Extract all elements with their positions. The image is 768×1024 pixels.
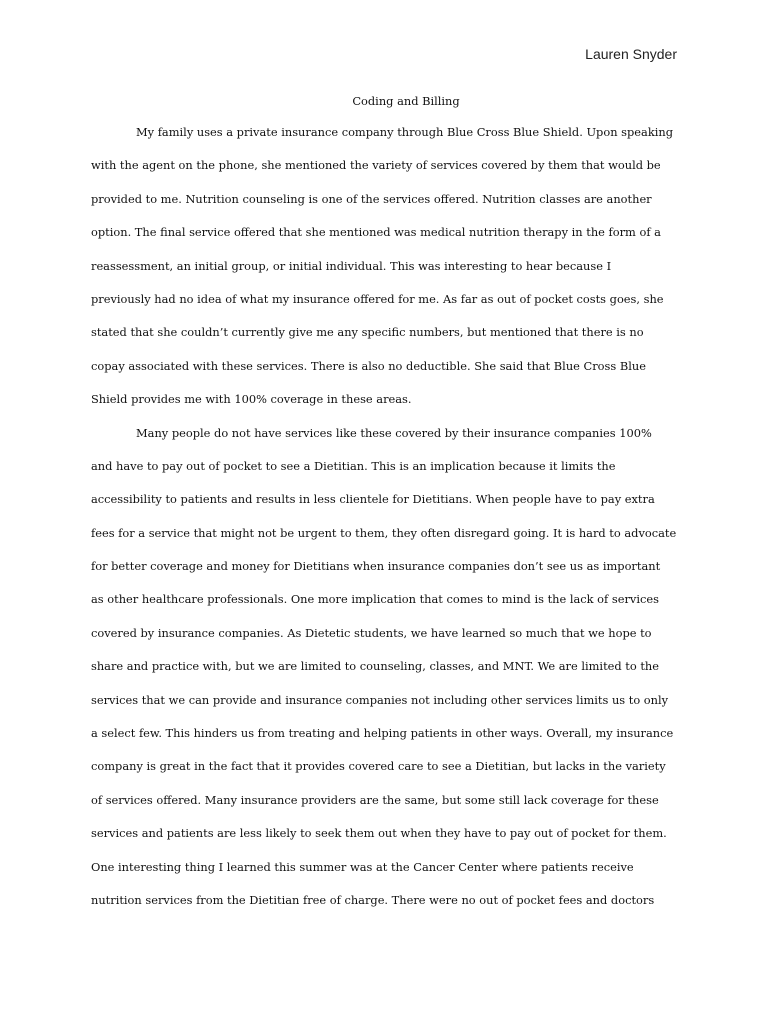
body-line: fees for a service that might not be urgent to them, they often disregard going. It is hard to advocate [91,525,677,540]
body-line: nutrition services from the Dietitian free of charge. There were no out of pocket fees and doctors [91,892,655,907]
body-line: services and patients are less likely to seek them out when they have to pay out of pocket for them. [91,826,667,841]
body-line: provided to me. Nutrition counseling is one of the services offered. Nutrition classes are another [91,191,652,206]
body-line: Shield provides me with 100% coverage in these areas. [91,392,412,407]
body-line: option. The final service offered that she mentioned was medical nutrition therapy in the form of a [91,225,661,240]
body-line: previously had no idea of what my insurance offered for me. As far as out of pocket costs goes, she [91,291,664,306]
author-header: Lauren Snyder [585,46,677,62]
body-line: services that we can provide and insurance companies not including other services limits us to only [91,692,669,707]
document-title: Coding and Billing [352,94,460,108]
body-line: One interesting thing I learned this summer was at the Cancer Center where patients receive [91,859,634,874]
body-line: a select few. This hinders us from treating and helping patients in other ways. Overall, my insurance [91,726,674,741]
body-line: with the agent on the phone, she mentioned the variety of services covered by them that would be [91,158,661,173]
body-line: as other healthcare professionals. One more implication that comes to mind is the lack of services [91,592,659,607]
body-line: accessibility to patients and results in less clientele for Dietitians. When people have to pay extra [91,492,655,507]
body-line: and have to pay out of pocket to see a Dietitian. This is an implication because it limits the [91,458,616,473]
body-line: My family uses a private insurance company through Blue Cross Blue Shield. Upon speaking [136,125,674,139]
body-line: for better coverage and money for Dietitians when insurance companies don’t see us as important [91,559,661,574]
body-line: of services offered. Many insurance providers are the same, but some still lack coverage for these [91,792,659,807]
body-line: Many people do not have services like these covered by their insurance companies 100% [136,425,652,440]
body-line: reassessment, an initial group, or initial individual. This was interesting to hear because I [91,258,612,273]
body-line: company is great in the fact that it provides covered care to see a Dietitian, but lacks in the variety [91,759,666,774]
body-line: share and practice with, but we are limited to counseling, classes, and MNT. We are limited to the [91,659,660,674]
body-line: copay associated with these services. There is also no deductible. She said that Blue Cross Blue [91,358,646,373]
body-line: covered by insurance companies. As Dietetic students, we have learned so much that we hope to [91,625,652,640]
document-body [91,116,681,917]
body-line: stated that she couldn’t currently give me any specific numbers, but mentioned that there is no [91,325,644,340]
